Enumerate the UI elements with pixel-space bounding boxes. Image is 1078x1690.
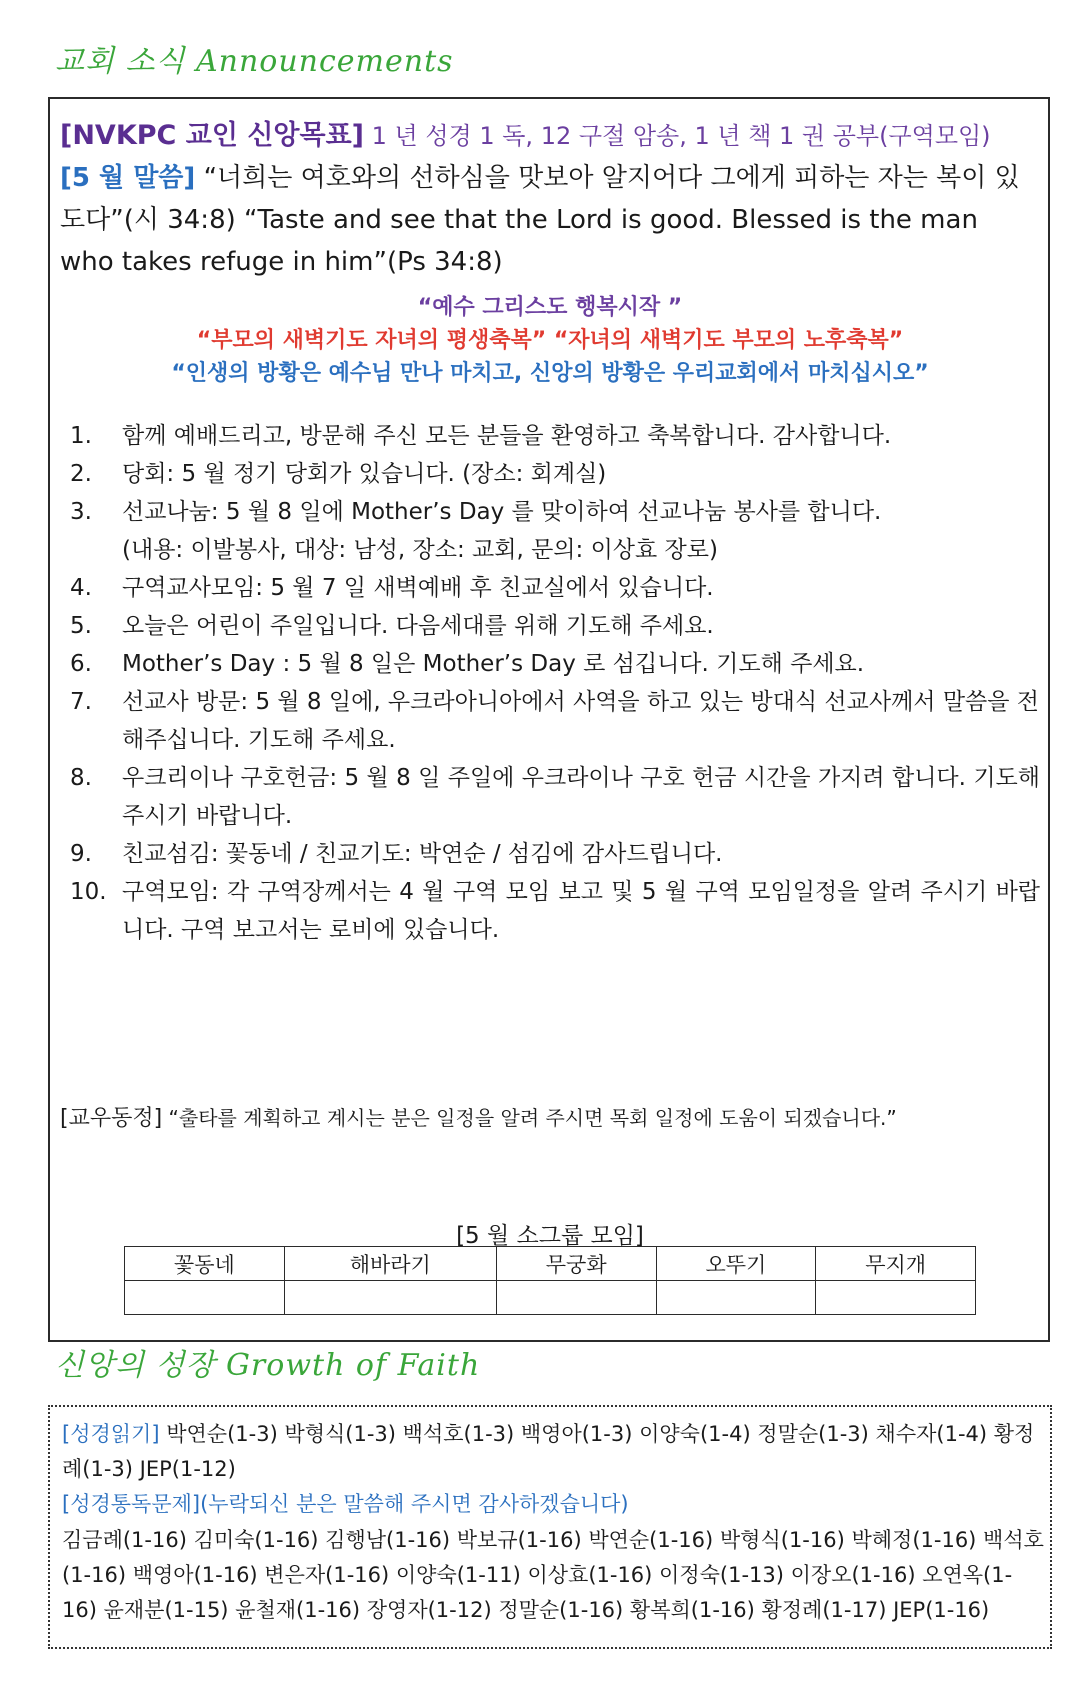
item-text: 우크리이나 구호헌금: 5 월 8 일 주일에 우크라이나 구호 헌금 시간을 가지려 합니다. 기도해 주시기 바랍니다. xyxy=(122,765,1040,829)
growth-box xyxy=(48,1405,1052,1649)
item-number: 2. xyxy=(70,461,92,487)
table-header-row xyxy=(125,1247,976,1281)
table-cell xyxy=(816,1281,976,1315)
table-header-cell: 무지개 xyxy=(816,1247,976,1281)
announcement-item xyxy=(60,569,1040,607)
table-header-cell: 오뚜기 xyxy=(656,1247,816,1281)
item-text: Mother’s Day : 5 월 8 일은 Mother’s Day 로 섬깁니다. 기도해 주세요. xyxy=(122,651,865,677)
item-number: 8. xyxy=(70,765,92,791)
announcement-item xyxy=(60,607,1040,645)
bible-reading xyxy=(62,1417,1047,1487)
visitation-note xyxy=(60,1101,897,1132)
item-text: 선교사 방문: 5 월 8 일에, 우크라아니아에서 사역을 하고 있는 방대식 선교사께서 말씀을 전해주십니다. 기도해 주세요. xyxy=(122,689,1040,753)
monthly-verse-text: “너희는 여호와의 선하심을 맛보아 알지어다 그에게 피하는 자는 복이 있도다”(시 34:8) “Taste and see that the Lord is good. Blessed is the man who takes refuge in him”(Ps 34:8) xyxy=(60,163,1020,277)
faith-goal xyxy=(60,113,991,152)
item-text: 선교나눔: 5 월 8 일에 Mother’s Day 를 맞이하여 선교나눔 봉사를 합니다. xyxy=(122,499,882,525)
faith-goal-text: 1 년 성경 1 독, 12 구절 암송, 1 년 책 1 권 공부(구역모임) xyxy=(371,122,991,150)
item-text: 함께 예배드리고, 방문해 주신 모든 분들을 환영하고 축복합니다. 감사합니다. xyxy=(122,423,892,449)
announcement-item xyxy=(60,493,1040,569)
announcement-item xyxy=(60,417,1040,455)
item-number: 10. xyxy=(70,879,107,905)
table-header-cell: 꽃동네 xyxy=(125,1247,285,1281)
bible-quiz-heading xyxy=(62,1488,629,1518)
table-cell xyxy=(125,1281,285,1315)
item-number: 9. xyxy=(70,841,92,867)
table-cell xyxy=(284,1281,496,1315)
announcement-item xyxy=(60,455,1040,493)
announcements-heading: 교회 소식 Announcements xyxy=(55,44,454,79)
item-text-detail: (내용: 이발봉사, 대상: 남성, 장소: 교회, 문의: 이상효 장로) xyxy=(122,537,718,563)
visitation-label: [교우동정] xyxy=(60,1106,163,1131)
item-text: 친교섬김: 꽃동네 / 친교기도: 박연순 / 섬김에 감사드립니다. xyxy=(122,841,723,867)
item-number: 6. xyxy=(70,651,92,677)
bible-quiz-note: (누락되신 분은 말씀해 주시면 감사하겠습니다) xyxy=(200,1492,629,1516)
faith-goal-label: [NVKPC 교인 신앙목표] xyxy=(60,120,364,151)
small-group-title: [5 월 소그룹 모임] xyxy=(456,1223,644,1249)
announcement-list xyxy=(60,417,1040,949)
slogan-1: “예수 그리스도 행복시작 ” xyxy=(417,295,683,320)
item-number: 3. xyxy=(70,499,92,525)
item-text: 오늘은 어린이 주일입니다. 다음세대를 위해 기도해 주세요. xyxy=(122,613,714,639)
slogan-3: “인생의 방황은 예수님 만나 마치고, 신앙의 방황은 우리교회에서 마치십시오” xyxy=(171,361,929,386)
item-text: 구역교사모임: 5 월 7 일 새벽예배 후 친교실에서 있습니다. xyxy=(122,575,714,601)
item-text: 구역모임: 각 구역장께서는 4 월 구역 모임 보고 및 5 월 구역 모임일정을 알려 주시기 바랍니다. 구역 보고서는 로비에 있습니다. xyxy=(122,879,1040,943)
monthly-verse-label: [5 월 말씀] xyxy=(60,163,196,193)
bible-reading-names: 박연순(1-3) 박형식(1-3) 백석호(1-3) 백영아(1-3) 이양숙(1-4) 정말순(1-3) 채수자(1-4) 황정례(1-3) JEP(1-12) xyxy=(62,1422,1035,1481)
announcement-item xyxy=(60,835,1040,873)
announcement-item xyxy=(60,873,1040,949)
bible-reading-label: [성경읽기] xyxy=(62,1422,160,1446)
item-text: 당회: 5 월 정기 당회가 있습니다. (장소: 회계실) xyxy=(122,461,607,487)
table-header-cell: 해바라기 xyxy=(284,1247,496,1281)
table-cell xyxy=(496,1281,656,1315)
announcements-box xyxy=(48,97,1050,1342)
item-number: 4. xyxy=(70,575,92,601)
item-number: 5. xyxy=(70,613,92,639)
item-number: 1. xyxy=(70,423,92,449)
announcement-item xyxy=(60,759,1040,835)
bible-quiz-label: [성경통독문제] xyxy=(62,1492,201,1516)
item-number: 7. xyxy=(70,689,92,715)
table-header-cell: 무궁화 xyxy=(496,1247,656,1281)
monthly-verse xyxy=(60,157,1035,283)
table-row xyxy=(125,1281,976,1315)
announcement-item xyxy=(60,683,1040,759)
bible-quiz-names: 김금례(1-16) 김미숙(1-16) 김행남(1-16) 박보규(1-16) 박연순(1-16) 박형식(1-16) 박혜정(1-16) 백석호(1-16) 백영아(1-16) 변은자(1-16) 이양숙(1-11) 이상효(1-16) 이정숙(1-13) 이장오(1-16) 오연옥(1-16) 윤재분(1-15) 윤철재(1-16) 장영자(1-12) 정말순(1-16) 황복희(1-16) 황정례(1-17) JEP(1-16) xyxy=(62,1528,1044,1622)
small-group-table xyxy=(124,1246,976,1315)
table-cell xyxy=(656,1281,816,1315)
slogans xyxy=(50,291,1050,390)
visitation-text: “출타를 계획하고 계시는 분은 일정을 알려 주시면 목회 일정에 도움이 되겠습니다.” xyxy=(168,1106,897,1130)
announcement-item xyxy=(60,645,1040,683)
growth-heading: 신앙의 성장 Growth of Faith xyxy=(55,1348,481,1383)
slogan-2: “부모의 새벽기도 자녀의 평생축복” “자녀의 새벽기도 부모의 노후축복” xyxy=(196,328,904,353)
